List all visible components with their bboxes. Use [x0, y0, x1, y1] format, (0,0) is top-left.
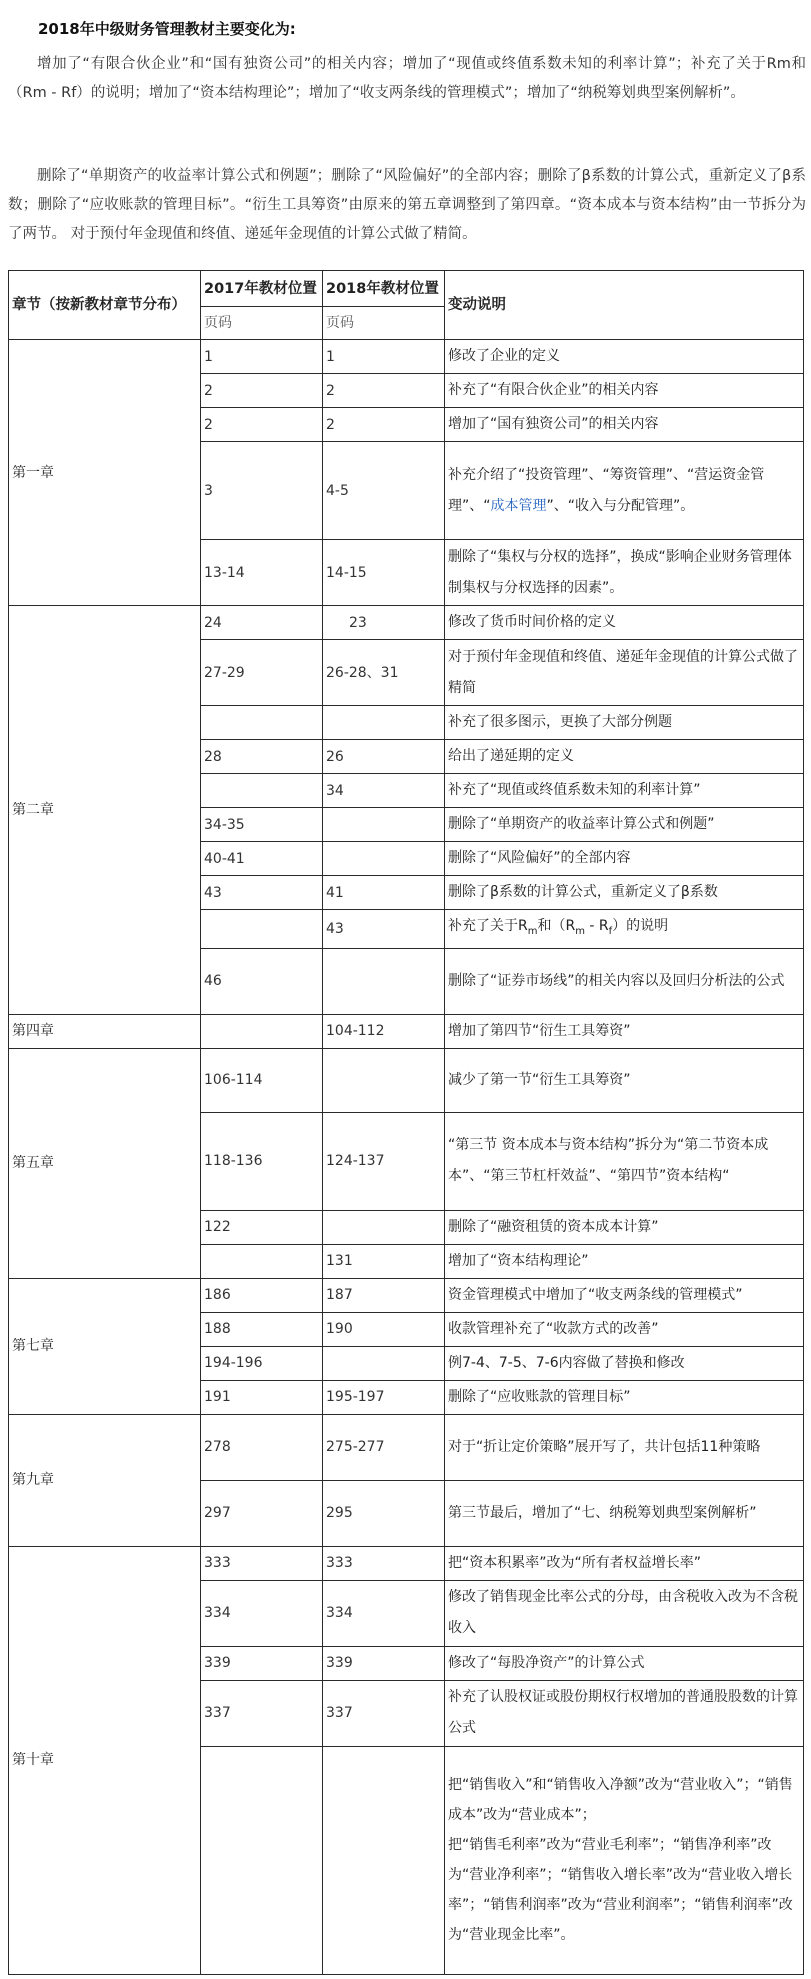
- page-2017: 34-35: [201, 808, 323, 842]
- chapter-cell: 第一章: [9, 340, 201, 606]
- change-description: “第三节 资本成本与资本结构”拆分为“第二节资本成本”、“第三节杠杆效益”、“第四节”资本结构“: [445, 1112, 804, 1210]
- page-2018: 1: [323, 340, 445, 374]
- change-description: 删除了“证券市场线”的相关内容以及回归分析法的公式: [445, 948, 804, 1014]
- page-2017: 27-29: [201, 640, 323, 706]
- subheader-page-2017: 页码: [201, 307, 323, 340]
- change-description: 减少了第一节“衍生工具筹资”: [445, 1048, 804, 1112]
- page-2017: 2: [201, 374, 323, 408]
- change-description: 补充了“有限合伙企业”的相关内容: [445, 374, 804, 408]
- subscript: m: [527, 925, 538, 937]
- page-2017: [201, 706, 323, 740]
- page-2018: 190: [323, 1312, 445, 1346]
- page-2017: [201, 774, 323, 808]
- table-row: [9, 1546, 804, 1580]
- table-row: [9, 340, 804, 374]
- page-2018: [323, 1048, 445, 1112]
- cost-management-link[interactable]: 成本管理: [490, 497, 547, 514]
- change-description: 对于预付年金现值和终值、递延年金现值的计算公式做了精简: [445, 640, 804, 706]
- description-text: 把“销售毛利率”改为“营业毛利率”；“销售净利率”改为“营业净利率”；“销售收入增长率”改为“营业收入增长率”；“销售利润率”改为“营业利润率”；“销售利润率”改为“营业现金比率”。: [448, 1837, 793, 1944]
- change-description: 增加了“国有独资公司”的相关内容: [445, 408, 804, 442]
- page-2018: 26: [323, 740, 445, 774]
- page-2018: 104-112: [323, 1014, 445, 1048]
- change-description: 给出了递延期的定义: [445, 740, 804, 774]
- page-2018: 2: [323, 408, 445, 442]
- description-text: 把“销售收入”和“销售收入净额”改为“营业收入”；“销售成本”改为“营业成本”；: [448, 1777, 793, 1824]
- document-title: 2018年中级财务管理教材主要变化为:: [38, 20, 296, 38]
- page-2018: 339: [323, 1646, 445, 1680]
- description-text: 和（R: [537, 918, 576, 934]
- page-2017: [201, 1244, 323, 1278]
- change-description: 第三节最后，增加了“七、纳税筹划典型案例解析”: [445, 1480, 804, 1546]
- page-2018: 124-137: [323, 1112, 445, 1210]
- page-2017: 186: [201, 1278, 323, 1312]
- page-2018: [323, 1210, 445, 1244]
- change-description: 修改了“每股净资产”的计算公式: [445, 1646, 804, 1680]
- page-2018: [323, 842, 445, 876]
- change-description: 资金管理模式中增加了“收支两条线的管理模式”: [445, 1278, 804, 1312]
- page-2018: 34: [323, 774, 445, 808]
- description-text: ）的说明: [612, 918, 669, 934]
- page-2018: 23: [323, 606, 445, 640]
- page-2018: [323, 1346, 445, 1380]
- page-2017: 46: [201, 948, 323, 1014]
- changes-table: [8, 270, 804, 1975]
- page-2018: 43: [323, 910, 445, 949]
- page-2017: 13-14: [201, 540, 323, 606]
- table-row: [9, 1414, 804, 1480]
- page-2018: 275-277: [323, 1414, 445, 1480]
- chapter-cell: 第五章: [9, 1048, 201, 1278]
- page-2018: 26-28、31: [323, 640, 445, 706]
- page-2018: 131: [323, 1244, 445, 1278]
- page-2017: 1: [201, 340, 323, 374]
- page-2017: 334: [201, 1580, 323, 1646]
- page-2018: 14-15: [323, 540, 445, 606]
- change-description: 修改了企业的定义: [445, 340, 804, 374]
- change-description: 修改了销售现金比率公式的分母，由含税收入改为不含税收入: [445, 1580, 804, 1646]
- page-2017: 106-114: [201, 1048, 323, 1112]
- page-2017: 40-41: [201, 842, 323, 876]
- page-2018: [323, 808, 445, 842]
- chapter-cell: 第七章: [9, 1278, 201, 1414]
- page-2018: 187: [323, 1278, 445, 1312]
- change-description: 修改了货币时间价格的定义: [445, 606, 804, 640]
- change-description: [445, 442, 804, 540]
- subscript: m: [575, 925, 585, 937]
- page-2017: 194-196: [201, 1346, 323, 1380]
- page-2017: 337: [201, 1680, 323, 1746]
- page-2017: 339: [201, 1646, 323, 1680]
- change-description: 增加了“资本结构理论”: [445, 1244, 804, 1278]
- change-description: 补充了认股权证或股份期权行权增加的普通股股数的计算公式: [445, 1680, 804, 1746]
- change-description: [445, 910, 804, 949]
- page-2017: [201, 1746, 323, 1974]
- change-description: 例7-4、7-5、7-6内容做了替换和修改: [445, 1346, 804, 1380]
- description-text: - R: [584, 918, 609, 934]
- header-chapter: 章节（按新教材章节分布）: [9, 271, 201, 340]
- page-2018: 195-197: [323, 1380, 445, 1414]
- page-2018: 337: [323, 1680, 445, 1746]
- description-text: ”、“收入与分配管理”。: [546, 497, 695, 514]
- header-2017-position: 2017年教材位置: [201, 271, 323, 307]
- change-description: 删除了β系数的计算公式，重新定义了β系数: [445, 876, 804, 910]
- page-2017: 2: [201, 408, 323, 442]
- change-description: [445, 1746, 804, 1974]
- page-2018: [323, 1746, 445, 1974]
- page-2017: 191: [201, 1380, 323, 1414]
- table-header-row: [9, 271, 804, 307]
- page-2017: [201, 1014, 323, 1048]
- chapter-cell: 第九章: [9, 1414, 201, 1546]
- page-2018: 334: [323, 1580, 445, 1646]
- description-text: 补充介绍了“投资管理”、“筹资管理”、“营运资金管理”、“: [448, 466, 765, 514]
- chapter-cell: 第二章: [9, 606, 201, 1015]
- page-2017: 122: [201, 1210, 323, 1244]
- page-2017: 333: [201, 1546, 323, 1580]
- page-2018: 2: [323, 374, 445, 408]
- table-row: [9, 1014, 804, 1048]
- page-2017: 24: [201, 606, 323, 640]
- page-2017: 28: [201, 740, 323, 774]
- change-description: 对于“折让定价策略”展开写了，共计包括11种策略: [445, 1414, 804, 1480]
- chapter-cell: 第十章: [9, 1546, 201, 1974]
- header-2018-position: 2018年教材位置: [323, 271, 445, 307]
- page-2017: 188: [201, 1312, 323, 1346]
- change-description: 增加了第四节“衍生工具筹资”: [445, 1014, 804, 1048]
- change-description: 删除了“应收账款的管理目标”: [445, 1380, 804, 1414]
- table-row: [9, 1048, 804, 1112]
- page-2017: 297: [201, 1480, 323, 1546]
- chapter-cell: 第四章: [9, 1014, 201, 1048]
- table-row: [9, 1278, 804, 1312]
- change-description: 补充了“现值或终值系数未知的利率计算”: [445, 774, 804, 808]
- change-description: 补充了很多图示，更换了大部分例题: [445, 706, 804, 740]
- change-description: 把“资本积累率”改为“所有者权益增长率”: [445, 1546, 804, 1580]
- page-2017: 118-136: [201, 1112, 323, 1210]
- page-2017: 3: [201, 442, 323, 540]
- page-2018: 333: [323, 1546, 445, 1580]
- header-change-description: 变动说明: [445, 271, 804, 340]
- page-2017: 43: [201, 876, 323, 910]
- page-2017: [201, 910, 323, 949]
- change-description: 删除了“融资租赁的资本成本计算”: [445, 1210, 804, 1244]
- page-2018: 41: [323, 876, 445, 910]
- summary-paragraph-added: 增加了“有限合伙企业”和“国有独资公司”的相关内容；增加了“现值或终值系数未知的利率计算”；补充了关于Rm和（Rm - Rf）的说明；增加了“资本结构理论”；增加了“收支两条线的管理模式”；增加了“纳税筹划典型案例解析”。: [8, 56, 806, 101]
- change-description: 删除了“单期资产的收益率计算公式和例题”: [445, 808, 804, 842]
- description-text: 补充了关于R: [448, 918, 528, 934]
- subscript: f: [608, 925, 613, 937]
- subheader-page-2018: 页码: [323, 307, 445, 340]
- change-description: 收款管理补充了“收款方式的改善”: [445, 1312, 804, 1346]
- page-2018: 295: [323, 1480, 445, 1546]
- page-2018: [323, 948, 445, 1014]
- page-2018: [323, 706, 445, 740]
- change-description: 删除了“风险偏好”的全部内容: [445, 842, 804, 876]
- page-2018: 4-5: [323, 442, 445, 540]
- page-2017: 278: [201, 1414, 323, 1480]
- change-description: 删除了“集权与分权的选择”，换成“影响企业财务管理体制集权与分权选择的因素”。: [445, 540, 804, 606]
- table-row: [9, 606, 804, 640]
- summary-paragraph-removed: 删除了“单期资产的收益率计算公式和例题”；删除了“风险偏好”的全部内容；删除了β系数的计算公式，重新定义了β系数；删除了“应收账款的管理目标”。“衍生工具筹资”由原来的第五章调整到了第四章。“资本成本与资本结构”由一节拆分为了两节。 对于预付年金现值和终值、递延年金现值的计算公式做了精简。: [8, 168, 806, 242]
